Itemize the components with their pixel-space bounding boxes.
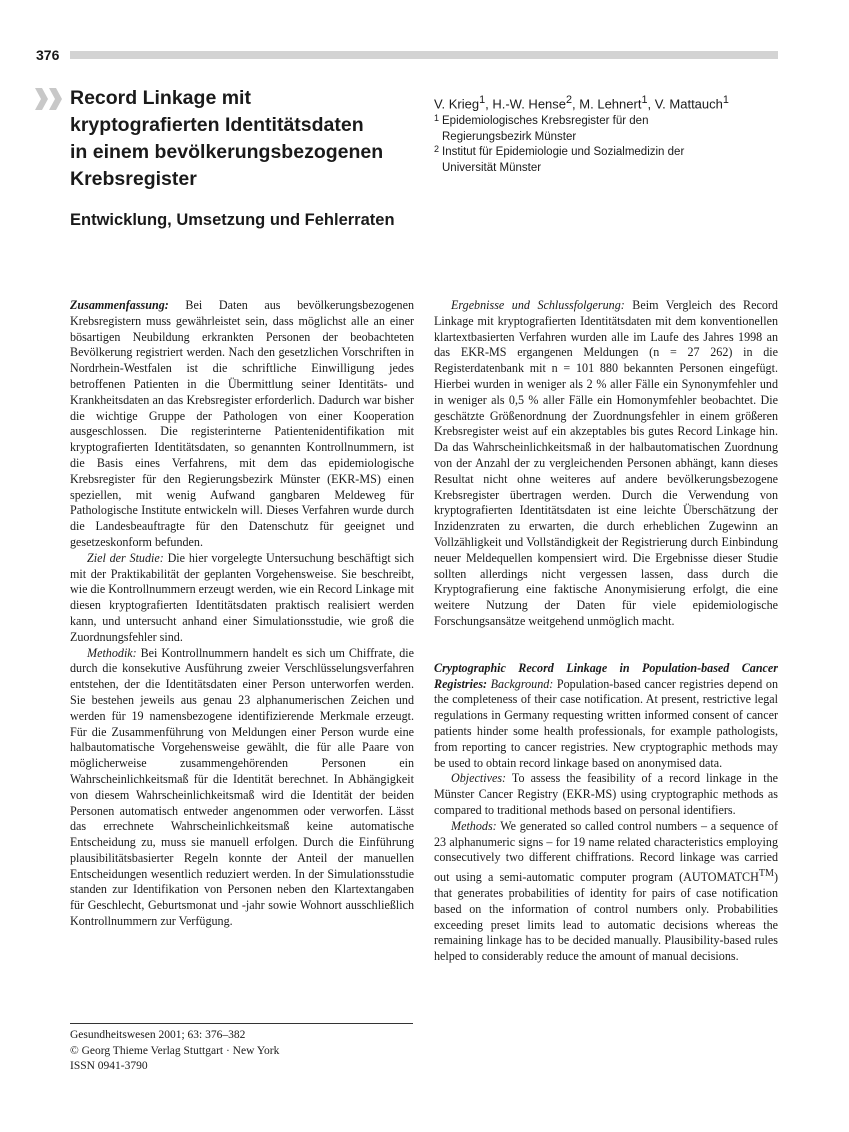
page-number: 376 <box>36 47 60 63</box>
methods-paragraph <box>434 819 778 965</box>
article-title <box>70 85 415 193</box>
background-text: Population-based cancer registries depend on the completeness of their case notification. At present, restrictive legal regulations in Germany requesting written informed consent of cancer patients hinder some health professionals, for example pathologists, from reporting to cancer registries. New cryptographic methods may be used to obtain record linkage based on anonymised data. <box>434 676 778 770</box>
summary-paragraph <box>70 298 414 551</box>
author-name: V. Mattauch <box>654 96 723 112</box>
title-line: kryptografierten Identitätsdaten <box>70 114 364 136</box>
results-text: Beim Vergleich des Record Linkage mit kryptografierten Identitätsdaten mit dem konventionellen klartextbasierten Verfahren wurden alle im Laufe des Jahres 1998 an das EKR-MS ergangenen Meldungen (n = 27 262) in die Registerdatenbank mit n = 101 880 bekannten Personen eingefügt. Hierbei wurden in weniger als 2 % aller Fälle ein Synonymfehler und in weniger als 0,5 % aller Fälle ein Homonymfehler beobachtet. Die geschätzte Größenordnung der Zuordnungsfehler in einem größeren Krebsregister weist auf ein akzeptables bis gutes Record Linkage hin. Da das Wahrscheinlichkeitsmaß in der halbautomatischen Zuordnung von der Anzahl der zu vergleichenden Personen abhängt, kann dieses Resultat nicht ohne weiteres auf andere bevölkerungsbezogene Krebsregister übertragen werden. Durch die Verwendung von kryptografierten Identitätsdaten ist eine leichte Überschätzung der Inzidenzraten zu erwarten, die durch erheblichen Zugewinn an Vollzähligkeit und Vollständigkeit der Registrierung durch Einbindung neuer Meldequellen kompensiert wird. Die Ergebnisse dieser Studie sollten allerdings nicht vergessen lassen, dass durch die Kryptografierung eine faktische Anonymisierung erfolgt, die eine weitere Nutzung der Daten für viele epidemiologische Forschungsansätze weitgehend unmöglich macht. <box>434 298 778 628</box>
copyright-line: © Georg Thieme Verlag Stuttgart · New York <box>70 1044 280 1057</box>
author-name: M. Lehnert <box>579 96 642 112</box>
english-abstract-paragraph <box>434 661 778 772</box>
objectives-paragraph <box>434 771 778 818</box>
affiliation-line: Institut für Epidemiologie und Sozialmedizin der <box>442 146 685 158</box>
title-line: Record Linkage mit <box>70 87 251 109</box>
author-name: H.-W. Hense <box>492 96 567 112</box>
article-subtitle: Entwicklung, Umsetzung und Fehlerraten <box>70 211 395 229</box>
methods-text: ) that generates probabilities of identity for pairs of case notification based on the information of control numbers only. Probabilities exceeding preset limits lead to automatic decisions whereas the remaining linkage has to be decided manually. Plausibility-based rules helped to considerably reduce the amount of manual decisions. <box>434 870 778 964</box>
background-label: Background: <box>487 676 554 691</box>
title-line: Krebsregister <box>70 168 197 190</box>
affiliation <box>434 145 764 176</box>
header-bar <box>70 51 778 59</box>
affiliation-line: Epidemiologisches Krebsregister für den <box>442 115 649 127</box>
author-affil-sup: 1 <box>641 94 648 106</box>
affiliation-number: 2 <box>434 144 440 154</box>
results-label: Ergebnisse und Schlussfolgerung: <box>451 298 625 312</box>
issn-line: ISSN 0941-3790 <box>70 1060 148 1072</box>
aim-text: Die hier vorgelegte Untersuchung beschäftigt sich mit der Praktikabilität der geplanten Vorgehensweise. Sie beschreibt, wie die Kontrollnummern erzeugt werden, wie ein Record Linkage mit diesen kryptografierten Identitätsdaten praktisch realisiert werden kann, und untersucht anhand einer Simulationsstudie, wie groß die Zuordnungsfehler sind. <box>70 550 414 644</box>
affiliation <box>434 114 764 145</box>
aim-label: Ziel der Studie: <box>87 550 164 565</box>
citation-footer <box>70 1028 279 1075</box>
summary-label: Zusammenfassung: <box>70 298 169 312</box>
objectives-text: To assess the feasibility of a record linkage in the Münster Cancer Registry (EKR-MS) using cryptographic methods as compared to traditional methods based on personal identifiers. <box>434 771 778 817</box>
objectives-label: Objectives: <box>451 771 507 786</box>
author-list: V. Krieg$^1$, H.-W. Hense$^2$, M. Lehnert$^1$, V. Mattauch$^1$ <box>434 94 729 112</box>
citation-line: Gesundheitswesen 2001; 63: 376–382 <box>70 1029 246 1041</box>
affiliation-number: 1 <box>434 113 440 123</box>
methods-text: We generated so called control numbers – a sequence of 23 alphanumeric signs – for 19 name related characteristics employing consecutively two different chiffrations. Record linkage was carried out using a semi-automatic computer program (AUTOMATCH <box>434 818 778 885</box>
footer-rule <box>70 1023 413 1024</box>
author-affil-sup: 1 <box>722 94 729 106</box>
summary-text: Bei Daten aus bevölkerungsbezogenen Krebsregistern muss gewährleistet sein, dass möglichst alle an einer bösartigen Neubildung erkrankten Personen der beobachteten Bevölkerung registriert werden. Nach den gesetzlichen Vorschriften in Nordrhein-Westfalen ist die schriftliche Einwilligung jedes betroffenen Patienten in die Übermittlung seiner Identitäts- und Krankheitsdaten an das Krebsregister erforderlich. Dadurch war bisher die wichtige Gruppe der Pathologen von einer Kooperation ausgeschlossen. Die registerinterne Patientenidentifikation mit kryptografierten Identitätsdaten, so genannten Kontrollnummern, ist die Basis eines Verfahrens, mit dem das epidemiologische Krebsregister für den Regierungsbezirk Münster (EKR-MS) einen speziellen, mit wenig Aufwand gangbaren Meldeweg für Pathologische Institute entwickeln will. Dieses Verfahren wurde durch die Landesbeauftragte für den Datenschutz für geeignet und gesetzeskonform befunden. <box>70 298 414 549</box>
double-chevron-icon <box>35 88 65 110</box>
method-label: Methodik: <box>87 645 137 660</box>
author-affil-sup: 1 <box>479 94 486 106</box>
title-line: in einem bevölkerungsbezogenen <box>70 141 384 163</box>
affiliation-line: Universität Münster <box>442 161 542 174</box>
author-name: V. Krieg <box>434 96 480 112</box>
abstract-column-right <box>434 298 778 965</box>
method-paragraph <box>70 646 414 930</box>
abstract-column-left <box>70 298 414 930</box>
affiliation-line: Regierungsbezirk Münster <box>442 130 577 143</box>
trademark-sup: TM <box>758 868 774 880</box>
author-affil-sup: 2 <box>566 94 573 106</box>
english-title-label: Cryptographic Record Linkage in Population-based Cancer Registries: <box>434 660 778 691</box>
method-text: Bei Kontrollnummern handelt es sich um Chiffrate, die durch die konsekutive Ausführung zweier Verschlüsselungsverfahren entstehen, der die Identitätsdaten einer Person unterworfen werden. Sie bestehen jeweils aus genau 23 alphanumerischen Zeichen und werden für 19 namensbezogene identifizierende Merkmale erzeugt. Für die Zusammenführung von Meldungen einer Person wurde eine halbautomatische Vorgehensweise gewählt, die für alle Paare von möglicherweise zusammengehörenden Personen ein Wahrscheinlichkeitsmaß für die Identität berechnet. In Abhängigkeit von diesem Wahrscheinlichkeitsmaß wird die Identität der beiden Personen automatisch entweder angenommen oder verworfen. Lässt das errechnete Wahrscheinlichkeitsmaß keine automatische Entscheidung zu, muss sie manuell erfolgen. Durch die Einführung plausibilitätsbasierter Regeln konnte der Anteil der manuellen Entscheidungen wesentlich reduziert werden. In der Simulationsstudie standen zur Identifikation von Personen neben den Klartextangaben für Geschlecht, Geburtsmonat und -jahr sowie Wohnort ausschließlich Kontrollnummern zur Verfügung. <box>70 645 414 929</box>
methods-label: Methods: <box>451 818 497 833</box>
results-paragraph <box>434 298 778 630</box>
aim-paragraph <box>70 551 414 646</box>
